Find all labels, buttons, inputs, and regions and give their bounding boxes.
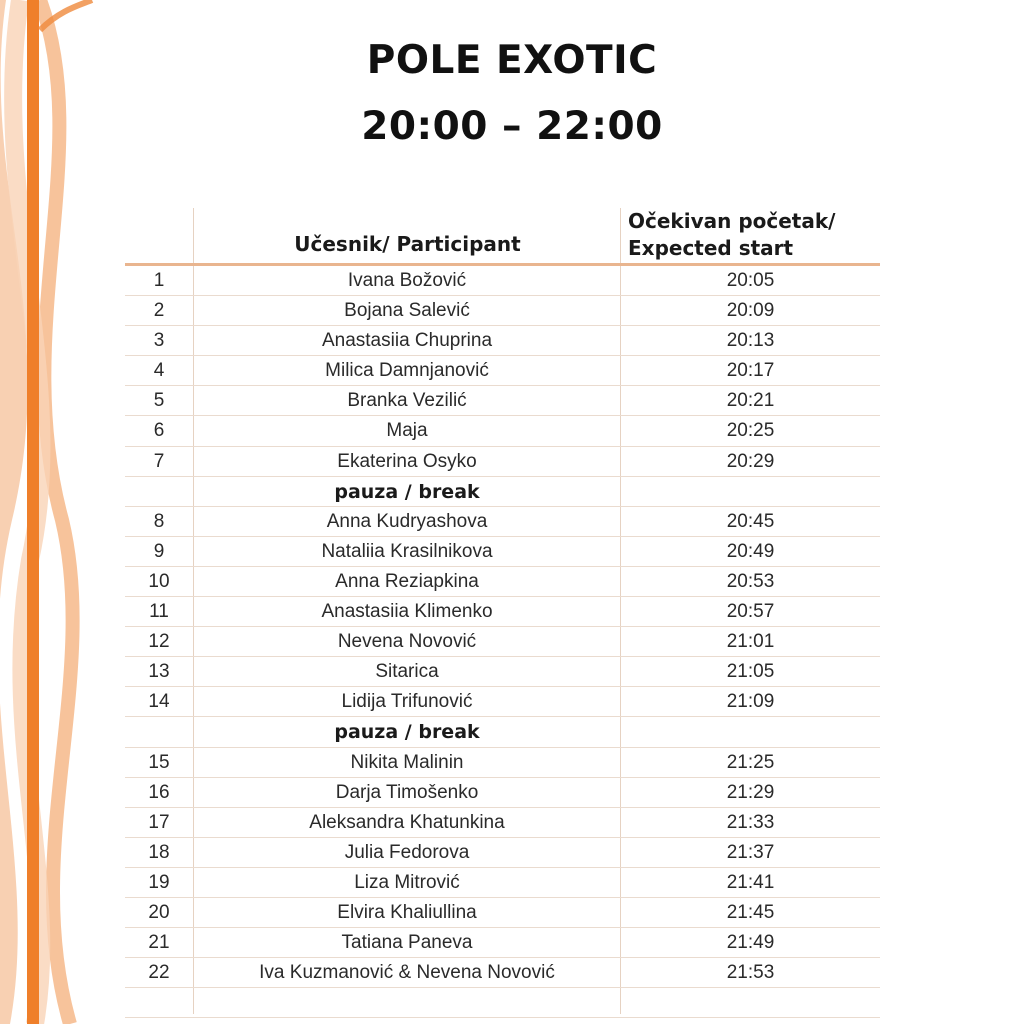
- table-row: [125, 928, 880, 958]
- table-row: [125, 748, 880, 778]
- participant-name: Julia Fedorova: [344, 841, 470, 863]
- participant-name: Anastasiia Chuprina: [321, 330, 493, 352]
- break-row: [125, 717, 880, 747]
- expected-start-time: 20:29: [726, 450, 775, 472]
- table-row: [125, 537, 880, 567]
- table-row: [125, 597, 880, 627]
- expected-start-time: 20:57: [726, 601, 775, 623]
- table-row: [125, 687, 880, 717]
- decorative-ribbons: [0, 0, 100, 1024]
- participant-name: Anna Kudryashova: [326, 510, 488, 532]
- table-row: [125, 326, 880, 356]
- participant-name: Lidija Trifunović: [341, 691, 473, 713]
- participant-name: Maja: [386, 420, 428, 442]
- row-number: 17: [148, 811, 170, 833]
- expected-start-time: 20:45: [726, 510, 775, 532]
- row-number: [125, 717, 193, 747]
- participant-name: Anastasiia Klimenko: [321, 601, 493, 623]
- row-number: 22: [148, 962, 170, 984]
- row-number: 10: [148, 570, 170, 592]
- expected-start-time: 21:37: [726, 841, 775, 863]
- expected-start-time: 20:05: [726, 270, 775, 291]
- table-row: [125, 356, 880, 386]
- table-row: [125, 416, 880, 446]
- ribbon-main-stripe: [27, 0, 39, 1024]
- participant-name: Milica Damnjanović: [325, 360, 489, 382]
- row-number: 13: [148, 661, 170, 683]
- row-number: 9: [153, 540, 165, 562]
- table-row: [125, 567, 880, 597]
- participant-name: Tatiana Paneva: [341, 932, 473, 954]
- expected-start-time: 21:41: [726, 871, 775, 893]
- schedule-table: [125, 208, 880, 1014]
- participant-name: Liza Mitrović: [354, 871, 460, 893]
- expected-start-time: 21:25: [726, 751, 775, 773]
- table-row: [125, 868, 880, 898]
- expected-start-time: [621, 477, 880, 507]
- break-label: pauza / break: [334, 480, 480, 503]
- row-number: 15: [148, 751, 170, 773]
- table-row: [125, 447, 880, 477]
- row-number: 1: [153, 270, 165, 291]
- row-number: 19: [148, 871, 170, 893]
- expected-start-time: 20:13: [726, 330, 775, 352]
- expected-start-time: 20:25: [726, 420, 775, 442]
- expected-start-time: 20:49: [726, 540, 775, 562]
- table-row: [125, 657, 880, 687]
- participant-name: Darja Timošenko: [335, 781, 479, 803]
- expected-start-time: 21:33: [726, 811, 775, 833]
- expected-start-time: 20:53: [726, 570, 775, 592]
- expected-start-time: 20:21: [726, 390, 775, 412]
- empty-row: [125, 988, 880, 1018]
- participant-name: Bojana Salević: [344, 300, 470, 322]
- participant-name: Sitarica: [375, 661, 439, 683]
- participant-name: Aleksandra Khatunkina: [309, 811, 505, 833]
- break-label: pauza / break: [334, 721, 480, 744]
- expected-start-time: 21:53: [726, 962, 775, 984]
- row-number: 18: [148, 841, 170, 863]
- row-number: 8: [153, 510, 165, 532]
- header-expected-start-line1: Očekivan početak/: [628, 209, 836, 233]
- time-range: 20:00 – 22:00: [361, 104, 663, 149]
- expected-start-time: 21:01: [726, 631, 775, 653]
- header-participant: Učesnik/ Participant: [294, 231, 521, 256]
- participant-name: Ivana Božović: [347, 270, 467, 291]
- row-number: 5: [153, 390, 165, 412]
- row-number: 2: [153, 300, 165, 322]
- participant-name: Nataliia Krasilnikova: [321, 540, 493, 562]
- table-row: [125, 958, 880, 988]
- table-row: [125, 386, 880, 416]
- expected-start-time: 21:05: [726, 661, 775, 683]
- row-number: 16: [148, 781, 170, 803]
- expected-start-time: 20:09: [726, 300, 775, 322]
- expected-start-time: 20:17: [726, 360, 775, 382]
- expected-start-time: 21:45: [726, 901, 775, 923]
- row-number: 14: [148, 691, 170, 713]
- header-expected-start-line2: Expected start: [628, 236, 794, 260]
- row-number: 20: [148, 901, 170, 923]
- participant-name: Iva Kuzmanović & Nevena Novović: [259, 962, 555, 984]
- row-number: 4: [153, 360, 165, 382]
- row-number: 7: [153, 450, 165, 472]
- row-number: 21: [148, 932, 170, 954]
- expected-start-time: 21:09: [726, 691, 775, 713]
- expected-start-time: 21:49: [726, 932, 775, 954]
- participant-name: Ekaterina Osyko: [337, 450, 477, 472]
- participant-name: Elvira Khaliullina: [337, 901, 477, 923]
- participant-name: Anna Reziapkina: [335, 570, 479, 592]
- expected-start-time: [621, 717, 880, 747]
- expected-start-time: 21:29: [726, 781, 775, 803]
- table-body: [125, 266, 880, 1018]
- page-title: POLE EXOTIC: [366, 38, 658, 83]
- row-number: 3: [153, 330, 165, 352]
- participant-name: Branka Vezilić: [347, 390, 467, 412]
- row-number: 12: [148, 631, 170, 653]
- row-number: 11: [149, 601, 169, 623]
- table-row: [125, 838, 880, 868]
- table-row: [125, 627, 880, 657]
- row-number: [125, 477, 193, 507]
- participant-name: Nevena Novović: [337, 631, 477, 653]
- table-row: [125, 808, 880, 838]
- row-number: 6: [153, 420, 165, 442]
- table-row: [125, 507, 880, 537]
- table-row: [125, 898, 880, 928]
- participant-name: Nikita Malinin: [350, 751, 464, 773]
- break-row: [125, 477, 880, 507]
- table-row: [125, 266, 880, 296]
- table-row: [125, 778, 880, 808]
- header-expected-start: [628, 208, 888, 263]
- table-row: [125, 296, 880, 326]
